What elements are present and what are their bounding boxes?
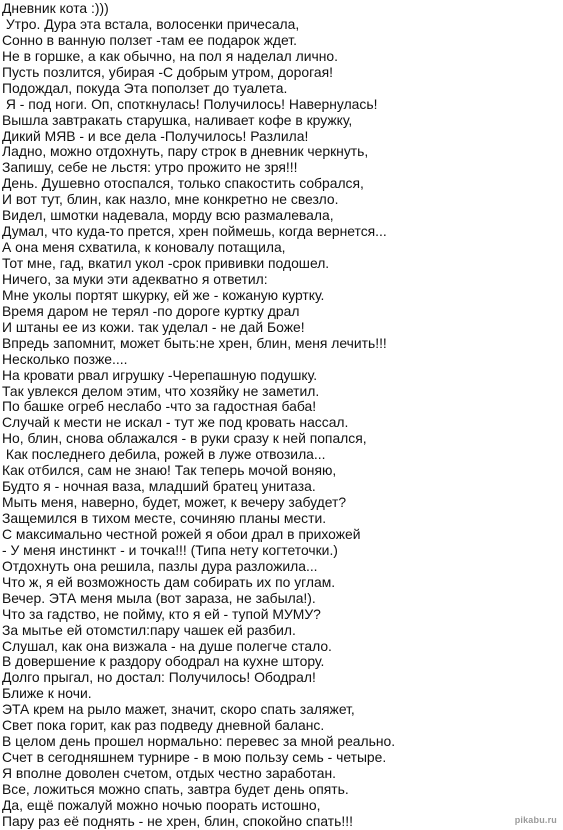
poem-line: Но, блин, снова облажался - в руки сразу к ней попался, xyxy=(2,430,367,447)
poem-line: Ничего, за муки эти адекватно я ответил: xyxy=(2,270,268,287)
poem-line: Дикий МЯВ - и все дела -Получилось! Разлила! xyxy=(2,127,309,144)
poem-line: Пусть позлится, убирая -С добрым утром, дорогая! xyxy=(2,63,333,80)
poem-line: Вышла завтракать старушка, наливает кофе в кружку, xyxy=(2,111,353,128)
poem-line: Подождал, покуда Эта поползет до туалета. xyxy=(2,79,288,96)
poem-line: Как последнего дебила, рожей в луже отвозила... xyxy=(2,446,326,463)
poem-text xyxy=(2,1,560,830)
poem-line: День. Душевно отоспался, только спакостить собрался, xyxy=(2,175,364,192)
poem-line: Ладно, можно отдохнуть, пару строк в дневник черкнуть, xyxy=(2,143,369,160)
poem-line: Будто я - ночная ваза, младший братец унитаза. xyxy=(2,478,316,495)
poem-line: Долго прыгал, но достал: Получилось! Ободрал! xyxy=(2,669,316,686)
poem-line: Счет в сегодняшнем турнире - в мою пользу семь - четыре. xyxy=(2,749,387,766)
poem-line: И штаны ее из кожи. так уделал - не дай Боже! xyxy=(2,318,305,335)
poem-line: На кровати рвал игрушку -Черепашную подушку. xyxy=(2,366,318,383)
poem-line: Защемился в тихом месте, сочиняю планы мести. xyxy=(2,510,327,526)
poem-line: Так увлекся делом этим, что хозяйку не заметил. xyxy=(2,382,320,399)
poem-line: По башке огреб неслабо -что за гадостная баба! xyxy=(2,398,317,415)
poem-line: Слушал, как она визжала - на душе полегче стало. xyxy=(2,637,332,654)
poem-line: В целом день прошел нормально: перевес за мной реально. xyxy=(2,733,396,750)
poem-line: ЭТА крем на рыло мажет, значит, скоро спать заляжет, xyxy=(2,701,355,718)
poem-line: Мне уколы портят шкурку, ей же - кожаную куртку. xyxy=(2,286,325,303)
poem-line: - У меня инстинкт - и точка!!! (Типа нету когтеточки.) xyxy=(2,541,338,558)
poem-line: Все, ложиться можно спать, завтра будет день опять. xyxy=(2,780,349,797)
poem-line: Случай к мести не искал - тут же под кровать нассал. xyxy=(2,414,349,431)
poem-line: А она меня схватила, к коновалу потащила, xyxy=(2,239,286,256)
poem-line: Видел, шмотки надевала, морду всю размалевала, xyxy=(2,207,334,224)
poem-line: Мыть меня, наверно, будет, может, к вечеру забудет? xyxy=(2,494,347,511)
poem-line: Несколько позже.... xyxy=(2,350,128,367)
document-title: Дневник кота :))) xyxy=(2,0,109,16)
poem-line: Сонно в ванную ползет -там ее подарок ждет. xyxy=(2,31,297,48)
poem-line: Впредь запомнит, может быть:не хрен, блин, меня лечить!!! xyxy=(2,334,387,351)
poem-line: Время даром не терял -по дороге куртку драл xyxy=(2,302,300,319)
poem-line: И вот тут, блин, как назло, мне конкретно не свезло. xyxy=(2,191,339,208)
poem-line: Что за гадство, не пойму, кто я ей - тупой МУМУ? xyxy=(2,605,321,622)
poem-line: Я - под ноги. Оп, споткнулась! Получилось! Навернулась! xyxy=(2,95,378,112)
poem-line: Отдохнуть она решила, пазлы дура разложила... xyxy=(2,557,318,574)
poem-line: Что ж, я ей возможность дам собирать их по углам. xyxy=(2,573,336,590)
poem-line: Свет пока горит, как раз подведу дневной баланс. xyxy=(2,717,325,734)
poem-line: Да, ещё пожалуй можно ночью поорать истошно, xyxy=(2,796,321,813)
poem-line: Тот мне, гад, вкатил укол -срок прививки подошел. xyxy=(2,255,330,271)
poem-line: За мытье ей отомстил:пару чашек ей разбил. xyxy=(2,621,296,638)
watermark: pikabu.ru xyxy=(514,815,557,825)
poem-line: Думал, что куда-то прется, хрен поймешь, когда вернется... xyxy=(2,223,387,240)
poem-line: Вечер. ЭТА меня мыла (вот зараза, не забыла!). xyxy=(2,589,316,606)
poem-line: В довершение к раздору ободрал на кухне штору. xyxy=(2,653,325,670)
poem-line: Я вполне доволен счетом, отдых честно заработан. xyxy=(2,765,337,781)
poem-line: Не в горшке, а как обычно, на пол я наделал лично. xyxy=(2,47,338,64)
poem-line: Ближе к ночи. xyxy=(2,685,92,702)
poem-line: Запишу, себе не льстя: утро прожито не зря!!! xyxy=(2,159,298,176)
poem-line: Утро. Дура эта встала, волосенки причесала, xyxy=(2,15,300,32)
poem-line: Как отбился, сам не знаю! Так теперь мочой воняю, xyxy=(2,462,337,479)
poem-line: С максимально честной рожей я обои драл в прихожей xyxy=(2,525,361,542)
poem-line: Пару раз её поднять - не хрен, блин, спокойно спать!!! xyxy=(2,812,353,829)
